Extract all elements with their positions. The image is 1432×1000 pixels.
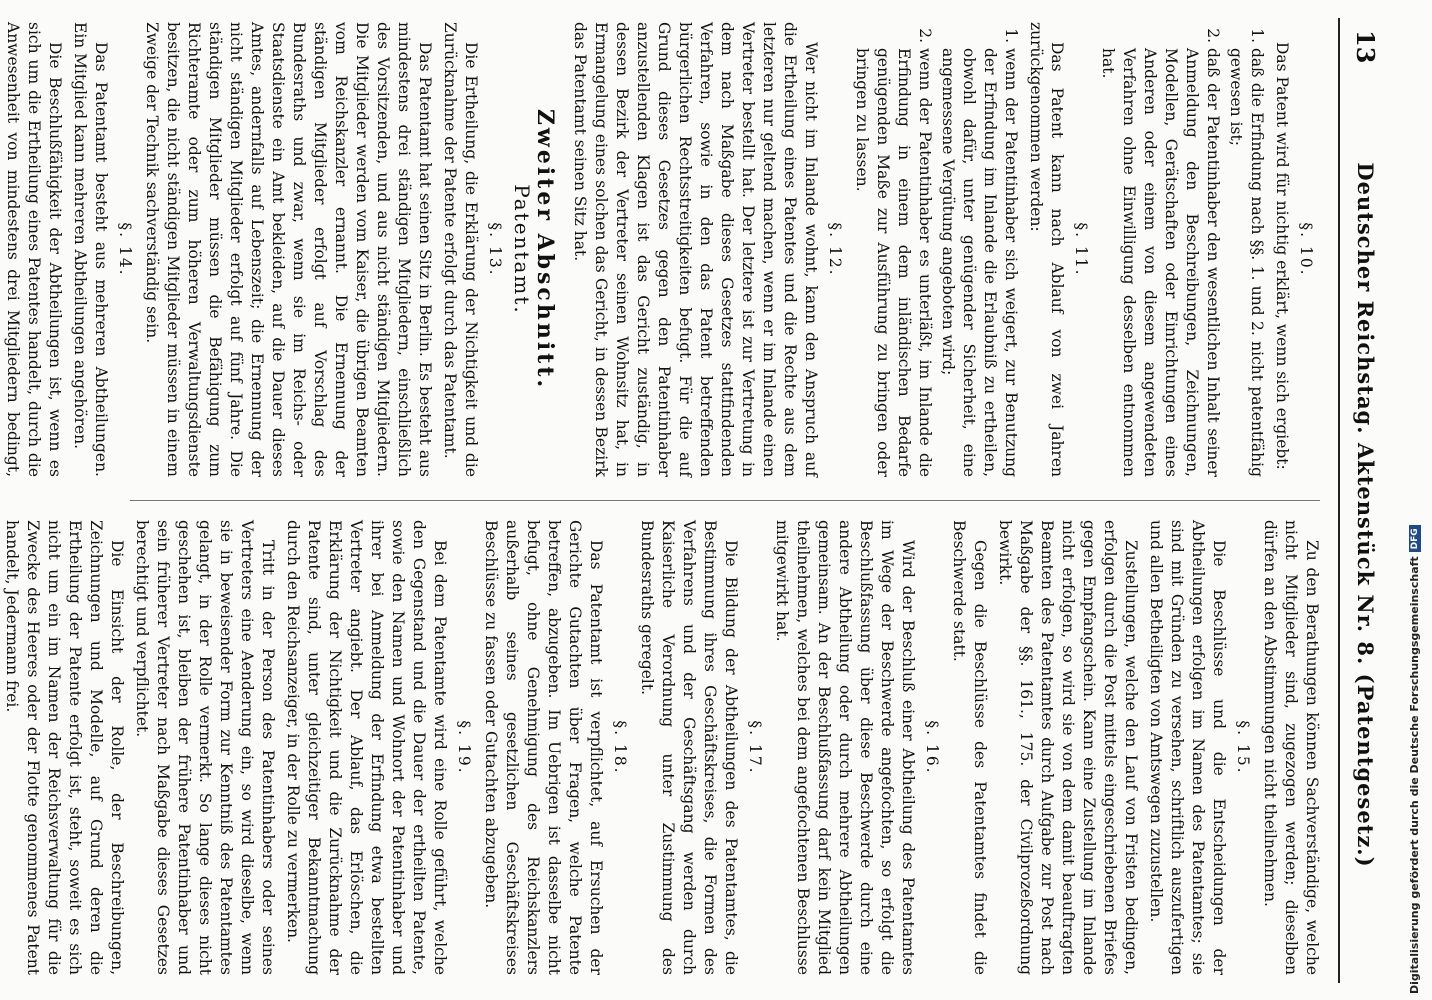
s11-item: 1. wenn der Patentinhaber sich weigert, zur Benutzung der Erfindung im Inlande die Erlaubniß zu ertheilen, obwohl dafür, unter genügender Sicherheit, eine angemessene Vergütung angeboten wird; xyxy=(937,48,1021,477)
left-column xyxy=(0,22,1322,477)
s13-para-1: Die Ertheilung, die Erklärung der Nichtigkeit und die Zurücknahme der Patente erfolgt durch das Patentamt. xyxy=(441,22,480,477)
section-title-10: §. 10. xyxy=(1297,222,1315,277)
header-rule xyxy=(1338,18,1340,983)
s14-continuation: Zu den Berathungen können Sachverständige, welche nicht Mitglieder sind, zugezogen werden; dieselben dürfen an den Abstimmungen nicht theilnehmen. xyxy=(1261,520,1321,975)
section-title-16: §. 16. xyxy=(923,720,941,775)
s10-item: 1. daß die Erfindung nach §§. 1. und 2. nicht patentfähig gewesen ist; xyxy=(1225,48,1267,477)
s19-para-2: Tritt in der Person des Patentinhabers oder seines Vertreters eine Aenderung ein, so wird dieselbe, wenn sie in beweisender Form zur Kenntniß des Patentamtes gelangt, in der Rolle vermerkt. So lange dieses nicht geschehen ist, bleiben der frühere Patentinhaber und sein früherer Vertreter nach Maßgabe dieses Gesetzes berechtigt und verpflichtet. xyxy=(133,520,277,975)
section-title-17: §. 17. xyxy=(746,720,764,775)
column-divider xyxy=(130,500,1320,501)
s15-para-1: Die Beschlüsse und die Entscheidungen der Abtheilungen erfolgen im Namen des Patentamtes; sie sind mit Gründen zu versehen, schriftlich auszufertigen und allen Betheiligten von Amtswegen zuzustellen. xyxy=(1147,520,1228,975)
s14-para-1: Das Patentamt besteht aus mehreren Abtheilungen. Ein Mitglied kann mehreren Abtheilungen angehören. xyxy=(71,22,110,477)
right-column xyxy=(0,520,1322,975)
digitization-credit-text: Digitalisierung gefördert durch die Deutsche Forschungsgemeinschaft xyxy=(1408,556,1421,994)
s10-list xyxy=(1097,22,1267,477)
s15-para-2: Zustellungen, welche den Lauf von Fristen bedingen, erfolgen durch die Post mittels eingeschriebenen Briefes gegen Empfangschein. Kann eine Zustellung im Inlande nicht erfolgen, so wird sie von dem damit beauftragten Beamten des Patentamtes durch Aufgabe zur Post nach Maßgabe der §§. 161., 175. der Civilprozeßordnung bewirkt. xyxy=(996,520,1140,975)
s19-para-1: Bei dem Patentamte wird eine Rolle geführt, welche den Gegenstand und die Dauer der ertheilten Patente, sowie den Namen und Wohnort der Patentinhaber und ihrer bei Anmeldung der Erfindung etwa bestellten Vertreter angiebt. Der Ablauf, das Erlöschen, die Erklärung der Nichtigkeit und die Zurücknahme der Patente sind, unter gleichzeitiger Bekanntmachung durch den Reichsanzeiger, in der Rolle zu vermerken. xyxy=(284,520,449,975)
section-title-15: §. 15. xyxy=(1234,720,1252,775)
section2-heading: Zweiter Abschnitt. xyxy=(532,108,558,391)
section-title-11: §. 11. xyxy=(1072,222,1090,277)
s17-text: Die Bildung der Abtheilungen des Patentamtes, die Bestimmung ihres Geschäftskreises, die Formen des Verfahrens und der Geschäftsgang werden durch Kaiserliche Verordnung unter Zustimmung des Bundesraths geregelt. xyxy=(638,520,740,975)
section-title-13: §. 13. xyxy=(486,222,504,277)
s11-list xyxy=(851,22,1021,477)
page-number: 13 xyxy=(1351,30,1380,64)
s19-para-3: Die Einsicht der Rolle, der Beschreibungen, Zeichnungen und Modelle, auf Grund deren die Ertheilung der Patente erfolgt ist, steht, soweit es sich nicht um ein im Namen der Reichsverwaltung für die Zwecke des Heeres oder der Flotte genommenes Patent handelt, Jedermann frei. xyxy=(3,520,126,975)
s13-para-2: Das Patentamt hat seinen Sitz in Berlin. Es besteht aus mindestens drei ständigen Mitgliedern, einschließlich des Vorsitzenden, und aus nicht ständigen Mitgliedern. Die Mitglieder werden vom Kaiser, die übrigen Beamten vom Reichskanzler ernannt. Die Ernennung der ständigen Mitglieder erfolgt auf Vorschlag des Bundesraths und zwar, wenn sie im Reichs- oder Staatsdienste ein Amt bekleiden, auf die Dauer dieses Amtes, andernfalls auf Lebenszeit; die Ernennung der nicht ständigen Mitglieder erfolgt auf fünf Jahre. Die ständigen Mitglieder müssen die Befähigung zum Richteramte oder zum höheren Verwaltungsdienste besitzen, die nicht ständigen Mitglieder müssen in einem Zweige der Technik sachverständig sein. xyxy=(143,22,434,477)
s11-intro: Das Patent kann nach Ablauf von zwei Jahren zurückgenommen werden: xyxy=(1027,22,1066,477)
section-title-19: §. 19. xyxy=(455,720,473,775)
digitization-credit xyxy=(1408,528,1421,994)
s10-intro: Das Patent wird für nichtig erklärt, wenn sich ergiebt: xyxy=(1273,42,1291,470)
s15-para-3: Gegen die Beschlüsse des Patentamtes findet die Beschwerde statt. xyxy=(950,520,989,975)
section2-subheading: Patentamt. xyxy=(510,184,534,315)
running-head: Deutscher Reichstag. Aktenstück Nr. 8. (Patentgesetz.) xyxy=(1353,162,1378,868)
s11-item: 2. wenn der Patentinhaber es unterläßt, im Inlande die Erfindung in einem dem inländischen Bedarfe genügenden Maße zur Ausführung zu bringen oder bringen zu lassen. xyxy=(851,48,935,477)
s14-para-2: Die Beschlußfähigkeit der Abtheilungen ist, wenn es sich um die Ertheilung eines Patentes handelt, durch die Anwesenheit von mindestens drei Mitgliedern bedingt, xyxy=(4,22,64,477)
section-title-18: §. 18. xyxy=(611,720,629,775)
section-title-14: §. 14. xyxy=(116,222,134,277)
s10-item: 2. daß der Patentinhaber den wesentlichen Inhalt seiner Anmeldung den Beschreibungen, Zeichnungen, Modellen, Gerätschaften oder Einrichtungen eines Anderen oder einem von diesem angewendeten Verfahren ohne Einwilligung desselben entnommen hat. xyxy=(1097,48,1223,477)
dfg-logo: DFG xyxy=(1409,525,1421,552)
s12-text: Wer nicht im Inlande wohnt, kann den Anspruch auf die Ertheilung eines Patentes und die Rechte aus dem letzteren nur geltend machen, wenn er im Inlande einen Vertreter bestellt hat. Der letztere ist zur Vertretung in dem nach Maßgabe dieses Gesetzes stattfindenden Verfahren, sowie in den das Patent betreffenden bürgerlichen Rechtsstreitigkeiten befugt. Für die auf Grund dieses Gesetzes gegen den Patentinhaber anzustellenden Klagen ist das Gericht zuständig, in dessen Bezirk der Vertreter seinen Wohnsitz hat, in Ermangelung eines solchen das Gericht, in dessen Bezirk das Patentamt seinen Sitz hat. xyxy=(571,22,820,477)
section-title-12: §. 12. xyxy=(826,222,844,277)
s18-text: Das Patentamt ist verpflichtet, auf Ersuchen der Gerichte Gutachten über Fragen, welche Patente betreffen, abzugeben. Im Uebrigen ist dasselbe nicht befugt, ohne Genehmigung des Reichskanzlers außerhalb seines gesetzlichen Geschäftskreises Beschlüsse zu fassen oder Gutachten abzugeben. xyxy=(482,520,605,975)
s16-text: Wird der Beschluß einer Abtheilung des Patentamtes im Wege der Beschwerde angefochten, so erfolgt die Beschlußfassung über diese Beschwerde durch eine andere Abtheilung oder durch mehrere Abtheilungen gemeinsam. An der Beschlußfassung darf kein Mitglied theilnehmen, welches bei dem angefochtenen Beschlusse mitgewirkt hat. xyxy=(773,520,917,975)
